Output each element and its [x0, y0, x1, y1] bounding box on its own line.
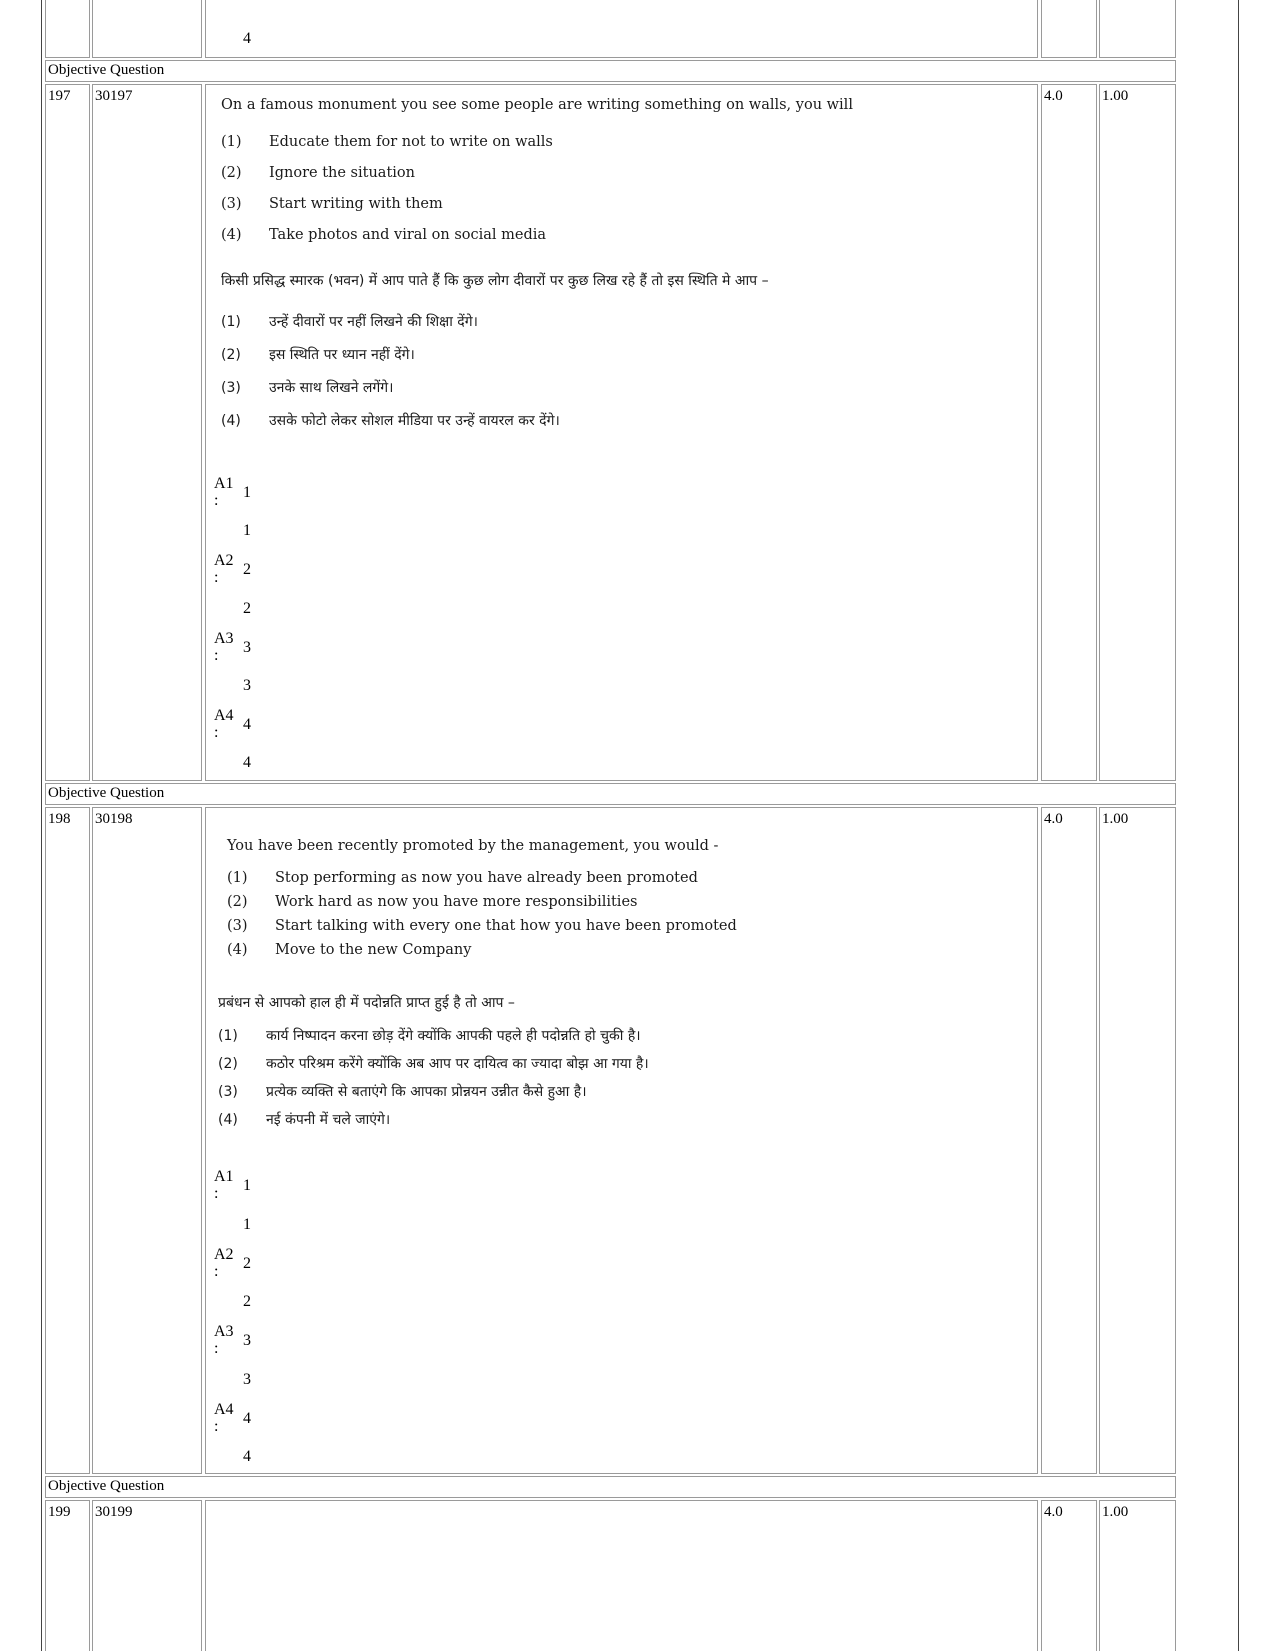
english-options	[221, 127, 553, 251]
question-marks: 4.0	[1041, 807, 1097, 1474]
question-stem-hindi: किसी प्रसिद्ध स्मारक (भवन) में आप पाते हैं कि कुछ लोग दीवारों पर कुछ लिख रहे हैं तो इस स्थिति मे आप –	[221, 273, 769, 289]
answer-value: 3	[243, 639, 251, 656]
question-negative-marks: 1.00	[1099, 807, 1176, 1474]
option: (3) Start writing with them	[221, 196, 443, 212]
prev-marks-cell	[1041, 0, 1097, 58]
question-stem-english: On a famous monument you see some people are writing something on walls, you will	[221, 97, 853, 113]
answer-label: A2 :	[214, 1246, 234, 1280]
option: (4) Take photos and viral on social media	[221, 227, 547, 243]
answer-label: A4 :	[214, 707, 234, 741]
question-negative-marks: 1.00	[1099, 84, 1176, 781]
option: (3) प्रत्येक व्यक्ति से बताएंगे कि आपका प्रोन्नयन उन्नीत कैसे हुआ है।	[218, 1084, 587, 1100]
question-content	[205, 807, 1038, 1474]
answer-sub: 4	[243, 754, 251, 771]
question-negative-marks: 1.00	[1099, 1500, 1176, 1651]
question-sn: 199	[45, 1500, 90, 1651]
option: (4) नई कंपनी में चले जाएंगे।	[218, 1112, 391, 1128]
answer-sub: 4	[243, 1448, 251, 1465]
option: (1) Educate them for not to write on walls	[221, 134, 553, 150]
question-id: 30197	[92, 84, 202, 781]
question-id: 30199	[92, 1500, 202, 1651]
answer-value: 1	[243, 1177, 251, 1194]
answer-value: 4	[243, 1410, 251, 1427]
question-id: 30198	[92, 807, 202, 1474]
answer-value: 3	[243, 1332, 251, 1349]
answer-label: A3 :	[214, 1323, 234, 1357]
option: (1) कार्य निष्पादन करना छोड़ देंगे क्योंकि आपकी पहले ही पदोन्नति हो चुकी है।	[218, 1028, 641, 1044]
answer-value: 4	[243, 716, 251, 733]
answer-label: A2 :	[214, 552, 234, 586]
option: (2) Work hard as now you have more responsibilities	[227, 894, 638, 910]
question-content	[205, 1500, 1038, 1651]
answer-label: A3 :	[214, 630, 234, 664]
option: (1) उन्हें दीवारों पर नहीं लिखने की शिक्षा देंगे।	[221, 314, 478, 330]
section-label: Objective Question	[45, 783, 1176, 805]
question-content	[205, 84, 1038, 781]
option: (2) Ignore the situation	[221, 165, 415, 181]
section-label: Objective Question	[45, 1476, 1176, 1498]
answer-value: 2	[243, 1255, 251, 1272]
question-stem-english: You have been recently promoted by the management, you would -	[227, 838, 719, 854]
answer-label: A1 :	[214, 475, 234, 509]
hindi-options	[218, 1022, 649, 1134]
option: (2) इस स्थिति पर ध्यान नहीं देंगे।	[221, 347, 415, 363]
answer-value: 2	[243, 561, 251, 578]
answer-sub: 2	[243, 1293, 251, 1310]
answer-sub: 1	[243, 1216, 251, 1233]
prev-content-cell	[205, 0, 1038, 58]
option: (3) उनके साथ लिखने लगेंगे।	[221, 380, 394, 396]
question-stem-hindi: प्रबंधन से आपको हाल ही में पदोन्नति प्राप्त हुई है तो आप –	[218, 995, 515, 1011]
prev-neg-cell	[1099, 0, 1176, 58]
answer-value: 1	[243, 484, 251, 501]
section-label: Objective Question	[45, 60, 1176, 82]
question-sn: 197	[45, 84, 90, 781]
answer-sub: 2	[243, 600, 251, 617]
option: (1) Stop performing as now you have already been promoted	[227, 870, 698, 886]
hindi-options	[221, 307, 560, 439]
answer-sub: 1	[243, 522, 251, 539]
answer-label: A1 :	[214, 1168, 234, 1202]
option: (3) Start talking with every one that how you have been promoted	[227, 918, 737, 934]
option: (2) कठोर परिश्रम करेंगे क्योंकि अब आप पर दायित्व का ज्यादा बोझ आ गया है।	[218, 1056, 649, 1072]
english-options	[227, 866, 737, 962]
prev-sn-cell	[45, 0, 90, 58]
prev-qid-cell	[92, 0, 202, 58]
prev-answer-value: 4	[243, 30, 251, 47]
answer-label: A4 :	[214, 1401, 234, 1435]
answer-sub: 3	[243, 1371, 251, 1388]
question-marks: 4.0	[1041, 1500, 1097, 1651]
answer-sub: 3	[243, 677, 251, 694]
option: (4) Move to the new Company	[227, 942, 472, 958]
question-marks: 4.0	[1041, 84, 1097, 781]
question-sn: 198	[45, 807, 90, 1474]
option: (4) उसके फोटो लेकर सोशल मीडिया पर उन्हें वायरल कर देंगे।	[221, 413, 560, 429]
